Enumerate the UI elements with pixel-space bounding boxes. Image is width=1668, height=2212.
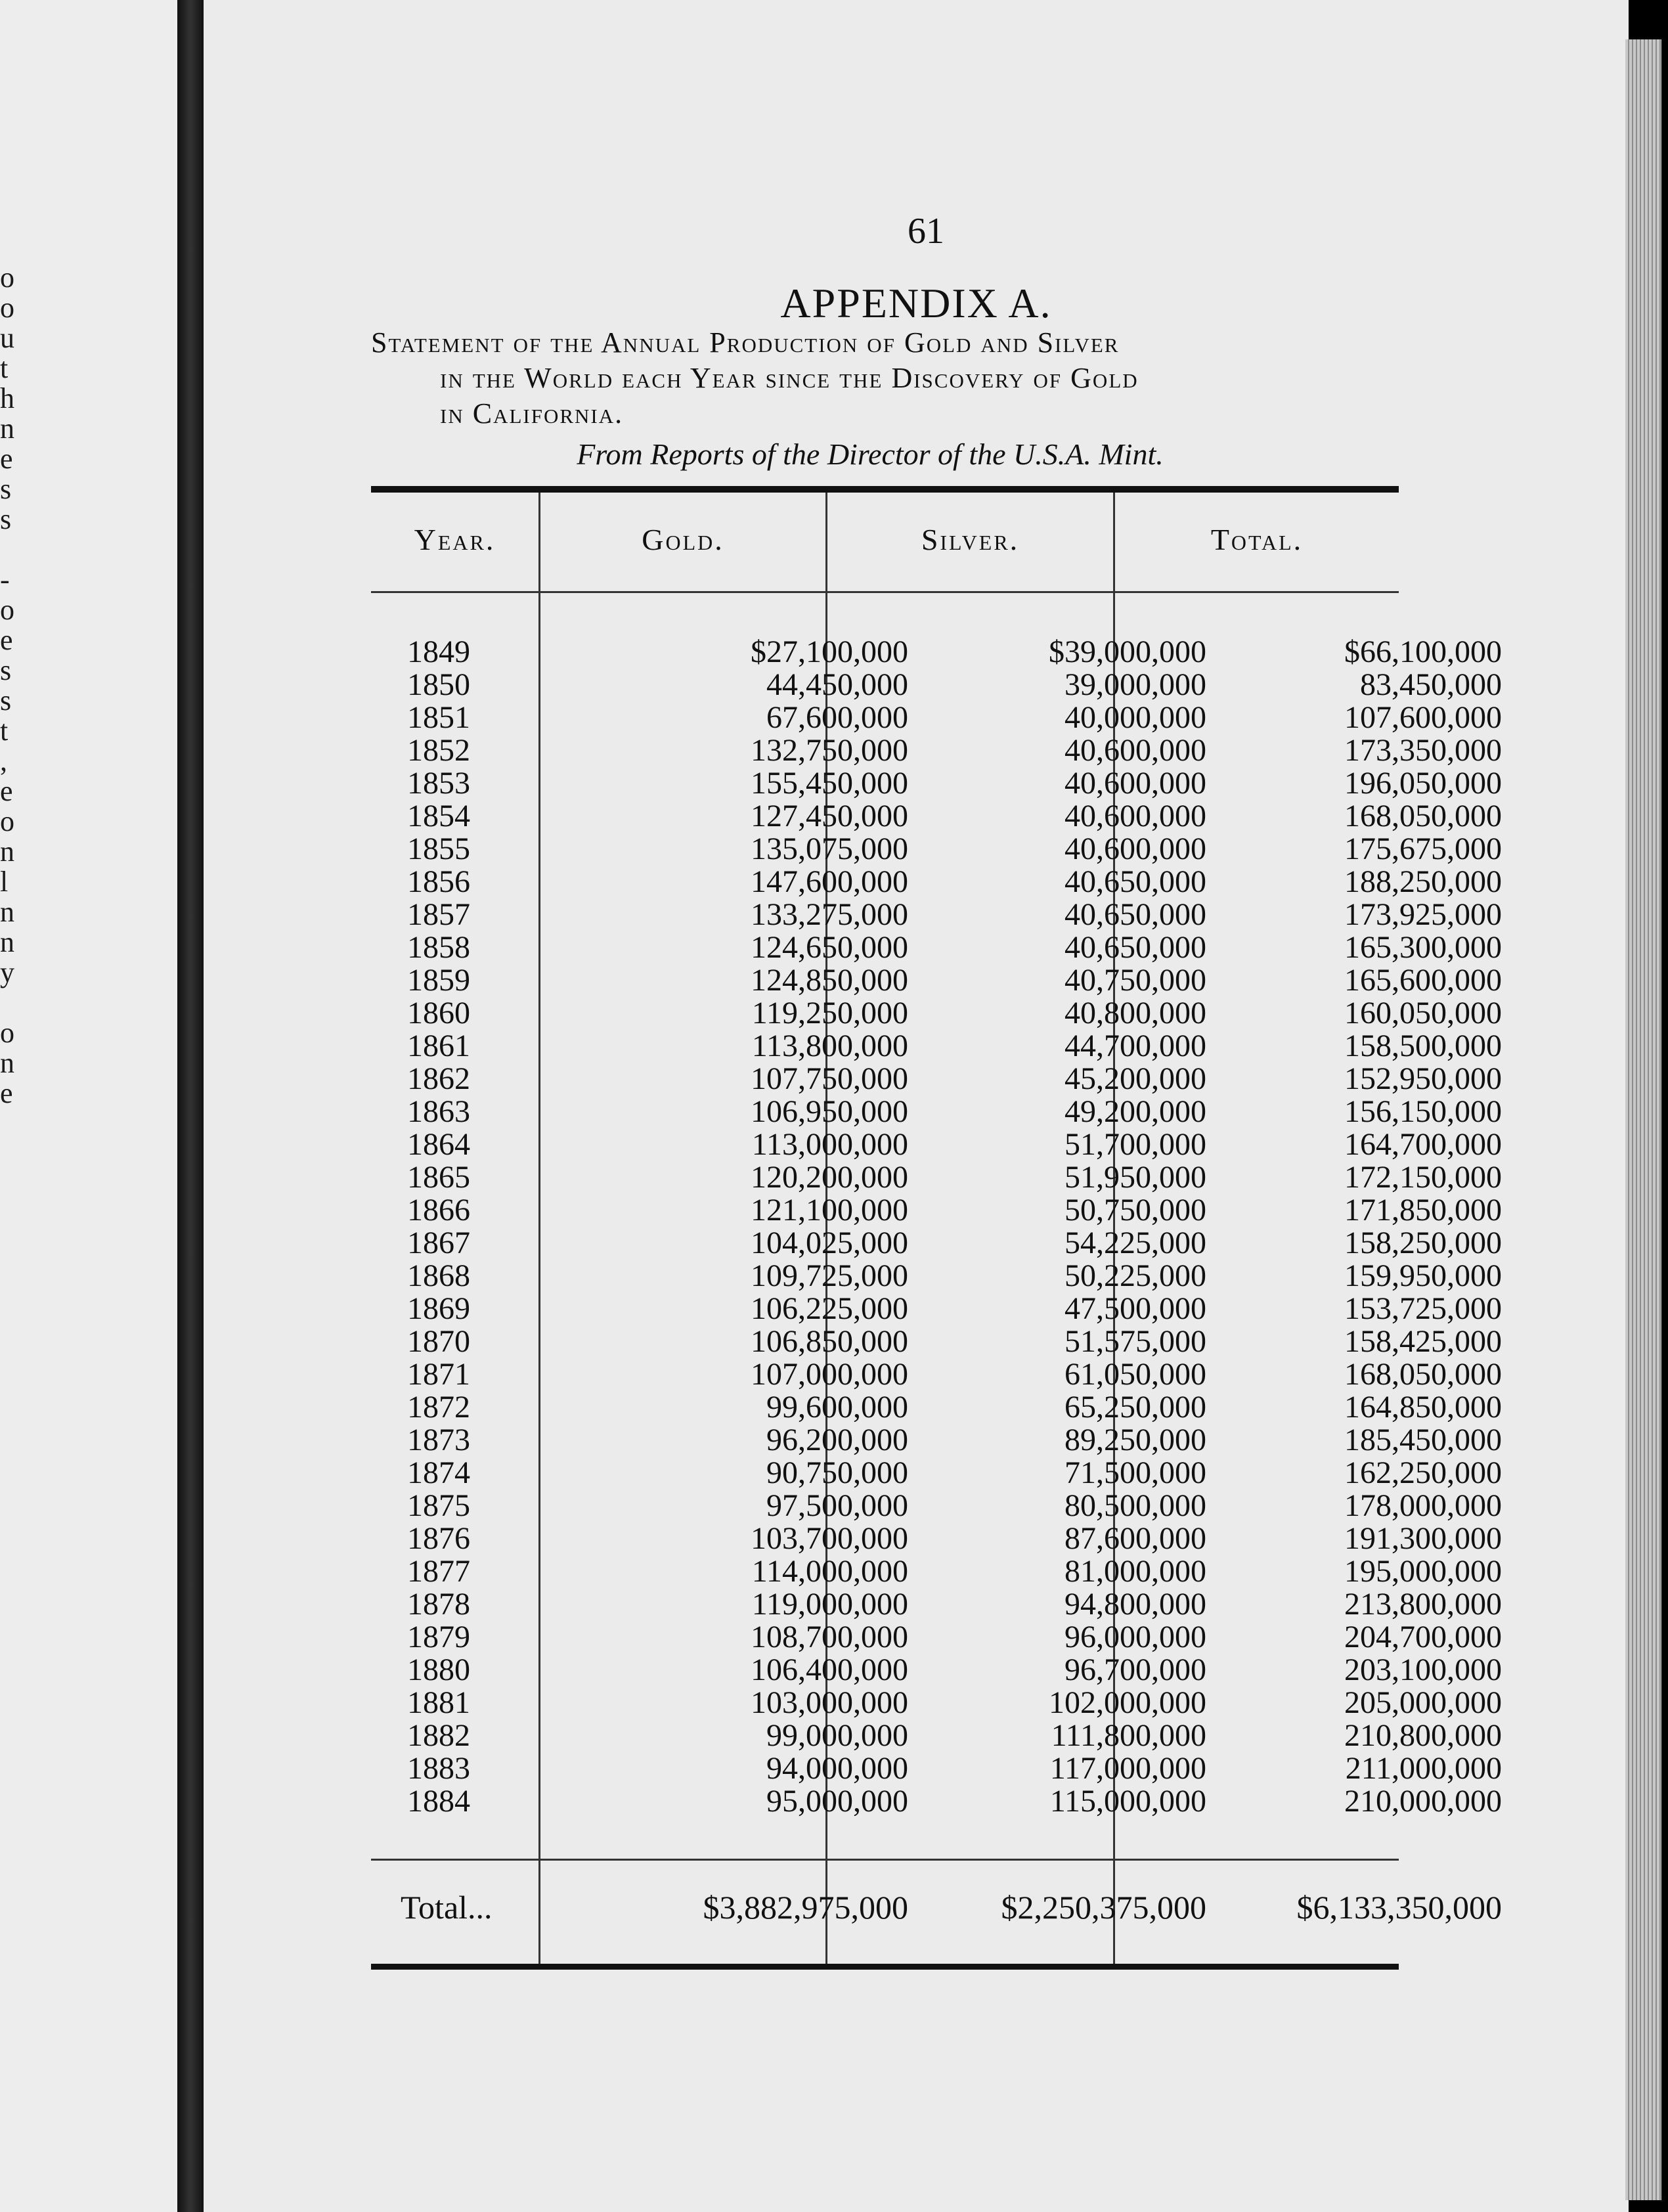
table-row [371, 1553, 1502, 1589]
cell-silver: 94,800,000 [1064, 1587, 1206, 1622]
cell-gold: 124,650,000 [751, 930, 908, 965]
cell-silver: 102,000,000 [1049, 1685, 1206, 1720]
cell-total: 195,000,000 [1344, 1554, 1502, 1589]
table-row [371, 1159, 1502, 1195]
cell-silver: 111,800,000 [1051, 1718, 1206, 1753]
cell-total: 210,800,000 [1344, 1718, 1502, 1753]
table-row [371, 962, 1502, 998]
cell-total: 152,950,000 [1344, 1061, 1502, 1096]
table-row [371, 732, 1502, 768]
table-row [371, 765, 1502, 801]
cell-gold: 106,950,000 [751, 1094, 908, 1129]
cell-silver: 96,700,000 [1064, 1652, 1206, 1687]
cell-total: 210,000,000 [1344, 1784, 1502, 1819]
table-row [371, 1783, 1502, 1819]
table-row [371, 1028, 1502, 1063]
left-page-fragment: n [0, 412, 14, 445]
cell-gold: 107,000,000 [751, 1357, 908, 1392]
cell-total: 173,925,000 [1344, 897, 1502, 932]
cell-silver: 47,500,000 [1064, 1291, 1206, 1326]
cell-year: 1857 [407, 897, 470, 932]
table-caption [371, 325, 1606, 431]
cell-total: 159,950,000 [1344, 1258, 1502, 1293]
cell-silver: 40,650,000 [1064, 864, 1206, 899]
cell-total: 165,300,000 [1344, 930, 1502, 965]
cell-year: 1858 [407, 930, 470, 965]
caption-line-2: in the World each Year since the Discovery of Gold [440, 362, 1139, 394]
left-page-fragment: s [0, 654, 12, 686]
table-row [371, 1652, 1502, 1687]
left-page-fragment: n [0, 896, 14, 928]
cell-total: 156,150,000 [1344, 1094, 1502, 1129]
cell-total: 196,050,000 [1344, 766, 1502, 801]
source-note: From Reports of the Director of the U.S.A. Mint. [577, 437, 1164, 471]
table-row [371, 699, 1502, 735]
cell-year: 1861 [407, 1029, 470, 1063]
left-page-text-fragments [0, 263, 26, 1109]
cell-year: 1855 [407, 831, 470, 866]
cell-total: 185,450,000 [1344, 1423, 1502, 1457]
cell-year: 1874 [407, 1455, 470, 1490]
cell-total: 191,300,000 [1344, 1521, 1502, 1556]
cell-year: 1884 [407, 1784, 470, 1819]
table-row [371, 798, 1502, 833]
cell-gold: 114,000,000 [751, 1554, 908, 1589]
table-row [371, 1258, 1502, 1293]
cell-silver: 71,500,000 [1064, 1455, 1206, 1490]
cell-year: 1881 [407, 1685, 470, 1720]
cell-gold: 99,600,000 [766, 1390, 908, 1425]
total-rule [371, 1859, 1399, 1861]
left-page-fragment: l [0, 866, 9, 898]
left-page-fragment: u [0, 322, 14, 354]
total-gold: $3,882,975,000 [703, 1889, 908, 1926]
book-gutter [177, 0, 204, 2212]
cell-total: 107,600,000 [1344, 700, 1502, 735]
cell-year: 1876 [407, 1521, 470, 1556]
cell-gold: 109,725,000 [751, 1258, 908, 1293]
cell-silver: 80,500,000 [1064, 1488, 1206, 1523]
cell-year: 1863 [407, 1094, 470, 1129]
cell-gold: 106,225,000 [751, 1291, 908, 1326]
cell-silver: 117,000,000 [1049, 1751, 1206, 1786]
cell-silver: 89,250,000 [1064, 1423, 1206, 1457]
cell-total: 204,700,000 [1344, 1620, 1502, 1654]
left-page-fragment: o [0, 261, 14, 294]
cell-gold: 97,500,000 [766, 1488, 908, 1523]
cell-silver: 39,000,000 [1064, 667, 1206, 702]
cell-year: 1860 [407, 996, 470, 1030]
cell-gold: 99,000,000 [766, 1718, 908, 1753]
left-page-fragment: t [0, 715, 9, 747]
cell-year: 1850 [407, 667, 470, 702]
cell-gold: 94,000,000 [766, 1751, 908, 1786]
left-page-fragment: s [0, 684, 12, 717]
cell-total: 178,000,000 [1344, 1488, 1502, 1523]
cell-total: 172,150,000 [1344, 1160, 1502, 1195]
cell-year: 1852 [407, 733, 470, 768]
cell-silver: 61,050,000 [1064, 1357, 1206, 1392]
total-silver: $2,250,375,000 [1001, 1889, 1206, 1926]
cell-year: 1873 [407, 1423, 470, 1457]
cell-gold: 113,800,000 [751, 1029, 908, 1063]
left-page-fragment: e [0, 775, 13, 807]
left-page-fragment [0, 988, 26, 1018]
cell-silver: 115,000,000 [1049, 1784, 1206, 1819]
left-page-fragment: s [0, 503, 12, 535]
total-total: $6,133,350,000 [1296, 1889, 1502, 1926]
cell-total: 188,250,000 [1344, 864, 1502, 899]
table-top-rule [371, 486, 1399, 493]
table-row [371, 1717, 1502, 1753]
table-row [371, 1061, 1502, 1096]
cell-gold: 95,000,000 [766, 1784, 908, 1819]
cell-total: $66,100,000 [1344, 634, 1502, 669]
left-page-fragment: n [0, 926, 14, 958]
caption-line-1: Statement of the Annual Production of Gold and Silver [371, 326, 1120, 359]
table-row [371, 1356, 1502, 1392]
cell-year: 1875 [407, 1488, 470, 1523]
left-page-fragment: n [0, 835, 14, 868]
cell-year: 1879 [407, 1620, 470, 1654]
cell-total: 164,850,000 [1344, 1390, 1502, 1425]
cell-total: 168,050,000 [1344, 799, 1502, 833]
left-page-fragment: o [0, 805, 14, 837]
cell-gold: 106,400,000 [751, 1652, 908, 1687]
table-row [371, 896, 1502, 932]
cell-year: 1882 [407, 1718, 470, 1753]
cell-year: 1877 [407, 1554, 470, 1589]
cell-total: 171,850,000 [1344, 1193, 1502, 1228]
left-page-fragment: n [0, 1047, 14, 1079]
table-row [371, 667, 1502, 702]
cell-silver: 45,200,000 [1064, 1061, 1206, 1096]
cell-gold: 67,600,000 [766, 700, 908, 735]
header-year: Year. [414, 523, 496, 556]
cell-year: 1869 [407, 1291, 470, 1326]
cell-silver: 51,700,000 [1064, 1127, 1206, 1162]
cell-silver: 51,575,000 [1064, 1324, 1206, 1359]
book-page [204, 0, 1629, 2212]
left-page-fragment: o [0, 1017, 14, 1049]
page-edge-stack [1625, 39, 1661, 2200]
cell-silver: 65,250,000 [1064, 1390, 1206, 1425]
cell-gold: 103,700,000 [751, 1521, 908, 1556]
cell-gold: 119,250,000 [751, 996, 908, 1030]
table-row [371, 1389, 1502, 1425]
cell-silver: 50,750,000 [1064, 1193, 1206, 1228]
cell-year: 1849 [407, 634, 470, 669]
cell-silver: 40,650,000 [1064, 897, 1206, 932]
left-page-fragment: h [0, 382, 14, 414]
cell-silver: 44,700,000 [1064, 1029, 1206, 1063]
table-row [371, 1126, 1502, 1162]
cell-gold: $27,100,000 [751, 634, 908, 669]
table-bottom-rule [371, 1964, 1399, 1970]
cell-gold: 107,750,000 [751, 1061, 908, 1096]
cell-silver: 40,600,000 [1064, 799, 1206, 833]
left-page-fragment: , [0, 745, 7, 777]
cell-silver: 50,225,000 [1064, 1258, 1206, 1293]
production-table [371, 486, 1502, 1983]
cell-silver: $39,000,000 [1049, 634, 1206, 669]
cell-total: 203,100,000 [1344, 1652, 1502, 1687]
cell-silver: 87,600,000 [1064, 1521, 1206, 1556]
table-row [371, 1291, 1502, 1326]
cell-total: 164,700,000 [1344, 1127, 1502, 1162]
left-page-fragment: - [0, 564, 10, 596]
cell-total: 160,050,000 [1344, 996, 1502, 1030]
cell-silver: 96,000,000 [1064, 1620, 1206, 1654]
table-row [371, 1455, 1502, 1490]
cell-total: 205,000,000 [1344, 1685, 1502, 1720]
caption-line-3: in California. [440, 397, 624, 430]
cell-gold: 147,600,000 [751, 864, 908, 899]
cell-gold: 124,850,000 [751, 963, 908, 998]
cell-total: 175,675,000 [1344, 831, 1502, 866]
cell-gold: 104,025,000 [751, 1226, 908, 1260]
table-row [371, 1422, 1502, 1457]
cell-year: 1864 [407, 1127, 470, 1162]
cell-year: 1870 [407, 1324, 470, 1359]
header-total: Total. [1210, 523, 1304, 556]
cell-total: 211,000,000 [1345, 1751, 1502, 1786]
table-row [371, 1750, 1502, 1786]
header-rule [371, 591, 1399, 593]
cell-gold: 135,075,000 [751, 831, 908, 866]
cell-gold: 121,100,000 [751, 1193, 908, 1228]
cell-silver: 40,000,000 [1064, 700, 1206, 735]
left-facing-page [0, 0, 184, 2212]
table-row [371, 864, 1502, 899]
cell-year: 1865 [407, 1160, 470, 1195]
table-row [371, 1094, 1502, 1129]
table-row [371, 929, 1502, 965]
cell-year: 1862 [407, 1061, 470, 1096]
table-row [371, 1685, 1502, 1720]
cell-total: 168,050,000 [1344, 1357, 1502, 1392]
cell-silver: 49,200,000 [1064, 1094, 1206, 1129]
cell-year: 1872 [407, 1390, 470, 1425]
page-number: 61 [908, 211, 944, 252]
left-page-fragment: e [0, 1077, 13, 1109]
table-row [371, 831, 1502, 866]
cell-silver: 40,750,000 [1064, 963, 1206, 998]
cell-total: 213,800,000 [1344, 1587, 1502, 1622]
cell-total: 83,450,000 [1360, 667, 1502, 702]
cell-gold: 44,450,000 [766, 667, 908, 702]
cell-silver: 40,600,000 [1064, 733, 1206, 768]
cell-silver: 40,600,000 [1064, 831, 1206, 866]
cell-year: 1880 [407, 1652, 470, 1687]
left-page-fragment: e [0, 624, 13, 656]
cell-gold: 133,275,000 [751, 897, 908, 932]
table-row [371, 1488, 1502, 1523]
cell-total: 158,500,000 [1344, 1029, 1502, 1063]
cell-silver: 40,800,000 [1064, 996, 1206, 1030]
cell-silver: 51,950,000 [1064, 1160, 1206, 1195]
total-label: Total... [401, 1889, 493, 1926]
table-row [371, 1619, 1502, 1654]
cell-gold: 90,750,000 [766, 1455, 908, 1490]
cell-gold: 113,000,000 [751, 1127, 908, 1162]
cell-year: 1854 [407, 799, 470, 833]
cell-total: 158,425,000 [1344, 1324, 1502, 1359]
cell-year: 1853 [407, 766, 470, 801]
left-page-fragment: t [0, 352, 9, 384]
cell-year: 1878 [407, 1587, 470, 1622]
left-page-fragment: y [0, 956, 14, 988]
cell-silver: 40,600,000 [1064, 766, 1206, 801]
cell-year: 1883 [407, 1751, 470, 1786]
cell-year: 1871 [407, 1357, 470, 1392]
cell-gold: 120,200,000 [751, 1160, 908, 1195]
left-page-fragment: s [0, 473, 12, 505]
cell-silver: 40,650,000 [1064, 930, 1206, 965]
cell-total: 158,250,000 [1344, 1226, 1502, 1260]
left-page-fragment: o [0, 292, 14, 324]
left-page-fragment [0, 535, 26, 565]
cell-year: 1856 [407, 864, 470, 899]
table-row [371, 634, 1502, 669]
cell-total: 173,350,000 [1344, 733, 1502, 768]
cell-year: 1867 [407, 1226, 470, 1260]
cell-gold: 103,000,000 [751, 1685, 908, 1720]
cell-year: 1866 [407, 1193, 470, 1228]
cell-gold: 119,000,000 [751, 1587, 908, 1622]
cell-silver: 81,000,000 [1064, 1554, 1206, 1589]
cell-gold: 108,700,000 [751, 1620, 908, 1654]
cell-total: 153,725,000 [1344, 1291, 1502, 1326]
cell-year: 1868 [407, 1258, 470, 1293]
header-silver: Silver. [921, 523, 1020, 556]
cell-year: 1859 [407, 963, 470, 998]
table-row [371, 1323, 1502, 1359]
cell-year: 1851 [407, 700, 470, 735]
left-page-fragment: o [0, 594, 14, 626]
cell-gold: 127,450,000 [751, 799, 908, 833]
appendix-title: APPENDIX A. [780, 280, 1052, 326]
cell-total: 165,600,000 [1344, 963, 1502, 998]
table-row [371, 1520, 1502, 1556]
cell-gold: 106,850,000 [751, 1324, 908, 1359]
cell-silver: 54,225,000 [1064, 1226, 1206, 1260]
table-row [371, 1225, 1502, 1260]
header-gold: Gold. [642, 523, 724, 556]
cell-gold: 155,450,000 [751, 766, 908, 801]
table-row [371, 1192, 1502, 1228]
table-row [371, 995, 1502, 1030]
cell-gold: 132,750,000 [751, 733, 908, 768]
cell-gold: 96,200,000 [766, 1423, 908, 1457]
left-page-fragment: e [0, 443, 13, 475]
table-row [371, 1586, 1502, 1622]
cell-total: 162,250,000 [1344, 1455, 1502, 1490]
